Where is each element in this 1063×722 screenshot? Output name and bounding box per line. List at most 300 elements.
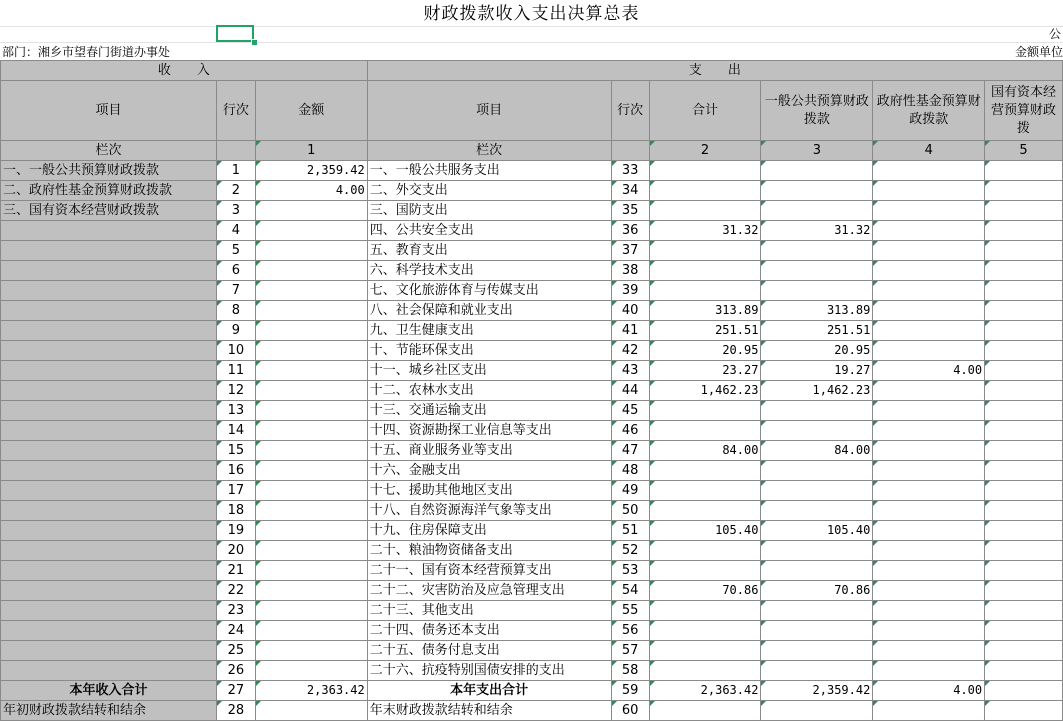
income-rowno-cell[interactable]: 27 [216, 681, 255, 701]
income-item-cell[interactable] [1, 441, 217, 461]
gov-fund-cell[interactable] [873, 321, 985, 341]
income-rowno-cell[interactable]: 22 [216, 581, 255, 601]
expense-item-cell[interactable]: 十一、城乡社区支出 [367, 361, 611, 381]
income-rowno-cell[interactable]: 16 [216, 461, 255, 481]
income-item-cell[interactable] [1, 241, 217, 261]
expense-item-cell[interactable]: 五、教育支出 [367, 241, 611, 261]
final-accounts-table [0, 60, 1063, 721]
total-cell[interactable]: 313.89 [649, 301, 761, 321]
total-cell[interactable] [649, 621, 761, 641]
gov-fund-cell[interactable] [873, 281, 985, 301]
total-cell[interactable] [649, 161, 761, 181]
total-cell[interactable] [649, 601, 761, 621]
income-item-cell[interactable] [1, 381, 217, 401]
gov-fund-cell[interactable] [873, 441, 985, 461]
state-capital-header: 国有资本经营预算财政拨 [985, 81, 1063, 141]
expense-rowno-cell[interactable]: 51 [611, 521, 649, 541]
income-item-cell[interactable] [1, 641, 217, 661]
income-amount-cell[interactable] [255, 361, 367, 381]
expense-rowno-cell[interactable]: 57 [611, 641, 649, 661]
income-item-cell[interactable] [1, 541, 217, 561]
income-amount-header: 金额 [255, 81, 367, 141]
general-budget-cell[interactable]: 2,359.42 [761, 681, 873, 701]
total-cell[interactable]: 105.40 [649, 521, 761, 541]
col-number-4: 4 [873, 141, 985, 161]
income-item-cell[interactable] [1, 401, 217, 421]
state-capital-cell[interactable] [985, 521, 1063, 541]
state-capital-cell[interactable] [985, 541, 1063, 561]
state-capital-cell[interactable] [985, 341, 1063, 361]
expense-item-cell[interactable]: 十五、商业服务业等支出 [367, 441, 611, 461]
expense-item-cell[interactable]: 七、文化旅游体育与传媒支出 [367, 281, 611, 301]
gov-fund-cell[interactable]: 4.00 [873, 361, 985, 381]
table-row [1, 661, 1063, 681]
table-row [1, 161, 1063, 181]
income-amount-cell[interactable]: 2,359.42 [255, 161, 367, 181]
income-amount-cell[interactable] [255, 541, 367, 561]
expense-item-cell[interactable]: 四、公共安全支出 [367, 221, 611, 241]
income-item-cell[interactable] [1, 261, 217, 281]
table-row [1, 541, 1063, 561]
table-row [1, 461, 1063, 481]
expense-item-cell[interactable]: 二十二、灾害防治及应急管理支出 [367, 581, 611, 601]
state-capital-cell[interactable] [985, 641, 1063, 661]
income-item-cell[interactable] [1, 661, 217, 681]
table-row [1, 481, 1063, 501]
income-rowno-cell[interactable]: 2 [216, 181, 255, 201]
income-item-cell[interactable] [1, 301, 217, 321]
income-rowno-cell[interactable]: 17 [216, 481, 255, 501]
income-rowno-cell[interactable]: 13 [216, 401, 255, 421]
table-row [1, 561, 1063, 581]
income-amount-cell[interactable] [255, 661, 367, 681]
general-budget-cell[interactable] [761, 541, 873, 561]
gov-fund-cell[interactable] [873, 661, 985, 681]
expense-item-cell[interactable]: 十七、援助其他地区支出 [367, 481, 611, 501]
state-capital-cell[interactable] [985, 561, 1063, 581]
gov-fund-cell[interactable] [873, 301, 985, 321]
general-budget-cell[interactable] [761, 261, 873, 281]
income-amount-cell[interactable] [255, 241, 367, 261]
table-row [1, 421, 1063, 441]
gov-fund-cell[interactable] [873, 261, 985, 281]
gov-fund-cell[interactable] [873, 381, 985, 401]
total-cell[interactable] [649, 701, 761, 721]
total-cell[interactable] [649, 461, 761, 481]
income-amount-cell[interactable] [255, 521, 367, 541]
expense-item-cell[interactable]: 十八、自然资源海洋气象等支出 [367, 501, 611, 521]
state-capital-cell[interactable] [985, 701, 1063, 721]
total-cell[interactable]: 31.32 [649, 221, 761, 241]
total-cell[interactable] [649, 501, 761, 521]
income-rowno-cell[interactable]: 8 [216, 301, 255, 321]
income-item-cell[interactable] [1, 281, 217, 301]
income-amount-cell[interactable] [255, 441, 367, 461]
state-capital-cell[interactable] [985, 161, 1063, 181]
state-capital-cell[interactable] [985, 401, 1063, 421]
income-rowno-cell[interactable]: 12 [216, 381, 255, 401]
expense-item-cell[interactable]: 一、一般公共服务支出 [367, 161, 611, 181]
income-item-cell[interactable] [1, 221, 217, 241]
income-rowno-cell[interactable]: 14 [216, 421, 255, 441]
table-row [1, 361, 1063, 381]
gov-fund-cell[interactable] [873, 621, 985, 641]
general-budget-header: 一般公共预算财政拨款 [761, 81, 873, 141]
total-cell[interactable] [649, 281, 761, 301]
income-amount-cell[interactable] [255, 221, 367, 241]
col-label-expense: 栏次 [367, 141, 611, 161]
table-row [1, 341, 1063, 361]
expense-rowno-cell[interactable]: 47 [611, 441, 649, 461]
expense-rowno-cell[interactable]: 59 [611, 681, 649, 701]
general-budget-cell[interactable] [761, 461, 873, 481]
income-amount-cell[interactable] [255, 461, 367, 481]
general-budget-cell[interactable] [761, 281, 873, 301]
income-rowno-header: 行次 [216, 81, 255, 141]
gov-fund-cell[interactable] [873, 561, 985, 581]
income-item-cell[interactable] [1, 321, 217, 341]
expense-item-cell[interactable]: 十二、农林水支出 [367, 381, 611, 401]
col-label-income: 栏次 [1, 141, 217, 161]
expense-item-cell[interactable]: 十、节能环保支出 [367, 341, 611, 361]
table-row [1, 401, 1063, 421]
state-capital-cell[interactable] [985, 181, 1063, 201]
income-rowno-cell[interactable]: 7 [216, 281, 255, 301]
income-item-cell[interactable] [1, 561, 217, 581]
income-item-cell[interactable]: 三、国有资本经营财政拨款 [1, 201, 217, 221]
expense-rowno-cell[interactable]: 60 [611, 701, 649, 721]
income-item-cell[interactable] [1, 621, 217, 641]
gov-fund-cell[interactable] [873, 341, 985, 361]
income-rowno-cell[interactable]: 3 [216, 201, 255, 221]
table-row [1, 601, 1063, 621]
table-row [1, 581, 1063, 601]
expense-section-header: 支 出 [367, 61, 1062, 81]
income-amount-cell[interactable] [255, 301, 367, 321]
total-header: 合计 [649, 81, 761, 141]
general-budget-cell[interactable] [761, 641, 873, 661]
state-capital-cell[interactable] [985, 301, 1063, 321]
general-budget-cell[interactable] [761, 501, 873, 521]
expense-rowno-cell[interactable]: 43 [611, 361, 649, 381]
expense-item-cell[interactable]: 二十一、国有资本经营预算支出 [367, 561, 611, 581]
income-rowno-cell[interactable]: 4 [216, 221, 255, 241]
total-cell[interactable] [649, 641, 761, 661]
total-cell[interactable] [649, 421, 761, 441]
expense-item-cell[interactable]: 二十、粮油物资储备支出 [367, 541, 611, 561]
income-item-cell[interactable] [1, 481, 217, 501]
general-budget-cell[interactable]: 31.32 [761, 221, 873, 241]
expense-item-cell[interactable]: 三、国防支出 [367, 201, 611, 221]
state-capital-cell[interactable] [985, 201, 1063, 221]
gov-fund-cell[interactable] [873, 641, 985, 661]
income-rowno-cell[interactable]: 23 [216, 601, 255, 621]
gov-fund-cell[interactable] [873, 181, 985, 201]
expense-rowno-cell[interactable]: 58 [611, 661, 649, 681]
total-cell[interactable] [649, 661, 761, 681]
fill-handle[interactable] [251, 39, 258, 46]
income-item-cell[interactable]: 二、政府性基金预算财政拨款 [1, 181, 217, 201]
general-budget-cell[interactable] [761, 701, 873, 721]
expense-rowno-cell[interactable]: 50 [611, 501, 649, 521]
total-cell[interactable]: 70.86 [649, 581, 761, 601]
general-budget-cell[interactable] [761, 161, 873, 181]
expense-rowno-cell[interactable]: 40 [611, 301, 649, 321]
general-budget-cell[interactable] [761, 601, 873, 621]
general-budget-cell[interactable] [761, 561, 873, 581]
gov-fund-header: 政府性基金预算财政拨款 [873, 81, 985, 141]
income-amount-cell[interactable] [255, 321, 367, 341]
expense-rowno-cell[interactable]: 39 [611, 281, 649, 301]
gov-fund-cell[interactable] [873, 401, 985, 421]
gov-fund-cell[interactable] [873, 421, 985, 441]
income-rowno-cell[interactable]: 21 [216, 561, 255, 581]
state-capital-cell[interactable] [985, 501, 1063, 521]
state-capital-cell[interactable] [985, 461, 1063, 481]
table-row [1, 281, 1063, 301]
income-item-cell[interactable]: 年初财政拨款结转和结余 [1, 701, 217, 721]
general-budget-cell[interactable]: 84.00 [761, 441, 873, 461]
income-amount-cell[interactable] [255, 581, 367, 601]
unit-label: 金额单位 [1014, 45, 1063, 59]
table-row [1, 321, 1063, 341]
income-amount-cell[interactable] [255, 421, 367, 441]
state-capital-cell[interactable] [985, 321, 1063, 341]
expense-rowno-cell[interactable]: 48 [611, 461, 649, 481]
income-item-cell[interactable]: 一、一般公共预算财政拨款 [1, 161, 217, 181]
expense-rowno-cell[interactable]: 46 [611, 421, 649, 441]
gov-fund-cell[interactable] [873, 601, 985, 621]
state-capital-cell[interactable] [985, 221, 1063, 241]
income-rowno-cell[interactable]: 5 [216, 241, 255, 261]
state-capital-cell[interactable] [985, 621, 1063, 641]
department-label: 部门：湘乡市望春门街道办事处 [2, 45, 171, 59]
expense-rowno-cell[interactable]: 41 [611, 321, 649, 341]
table-row [1, 201, 1063, 221]
total-cell[interactable] [649, 561, 761, 581]
table-row [1, 501, 1063, 521]
state-capital-cell[interactable] [985, 601, 1063, 621]
col-blank [611, 141, 649, 161]
expense-item-cell[interactable]: 二十五、债务付息支出 [367, 641, 611, 661]
gov-fund-cell[interactable] [873, 501, 985, 521]
income-item-cell[interactable] [1, 361, 217, 381]
gov-fund-cell[interactable] [873, 541, 985, 561]
gov-fund-cell[interactable]: 4.00 [873, 681, 985, 701]
income-amount-cell[interactable]: 4.00 [255, 181, 367, 201]
income-amount-cell[interactable] [255, 201, 367, 221]
general-budget-cell[interactable]: 251.51 [761, 321, 873, 341]
expense-item-cell[interactable]: 六、科学技术支出 [367, 261, 611, 281]
income-item-cell[interactable] [1, 581, 217, 601]
gov-fund-cell[interactable] [873, 201, 985, 221]
income-rowno-cell[interactable]: 18 [216, 501, 255, 521]
general-budget-cell[interactable] [761, 241, 873, 261]
expense-item-cell[interactable]: 二十四、债务还本支出 [367, 621, 611, 641]
general-budget-cell[interactable]: 70.86 [761, 581, 873, 601]
income-amount-cell[interactable] [255, 341, 367, 361]
table-row [1, 301, 1063, 321]
expense-rowno-cell[interactable]: 45 [611, 401, 649, 421]
expense-rowno-cell[interactable]: 37 [611, 241, 649, 261]
state-capital-cell[interactable] [985, 481, 1063, 501]
col-blank [216, 141, 255, 161]
table-row [1, 381, 1063, 401]
table-row [1, 521, 1063, 541]
income-amount-cell[interactable] [255, 381, 367, 401]
income-rowno-cell[interactable]: 20 [216, 541, 255, 561]
expense-rowno-cell[interactable]: 34 [611, 181, 649, 201]
general-budget-cell[interactable]: 313.89 [761, 301, 873, 321]
expense-rowno-cell[interactable]: 36 [611, 221, 649, 241]
gov-fund-cell[interactable] [873, 701, 985, 721]
state-capital-cell[interactable] [985, 241, 1063, 261]
expense-rowno-cell[interactable]: 42 [611, 341, 649, 361]
table-row [1, 181, 1063, 201]
general-budget-cell[interactable]: 1,462.23 [761, 381, 873, 401]
total-cell[interactable]: 251.51 [649, 321, 761, 341]
income-rowno-cell[interactable]: 26 [216, 661, 255, 681]
total-cell[interactable]: 84.00 [649, 441, 761, 461]
expense-item-cell[interactable]: 十四、资源勘探工业信息等支出 [367, 421, 611, 441]
expense-rowno-cell[interactable]: 52 [611, 541, 649, 561]
expense-item-cell[interactable]: 九、卫生健康支出 [367, 321, 611, 341]
total-cell[interactable] [649, 261, 761, 281]
income-rowno-cell[interactable]: 11 [216, 361, 255, 381]
general-budget-cell[interactable] [761, 661, 873, 681]
expense-rowno-cell[interactable]: 33 [611, 161, 649, 181]
income-rowno-cell[interactable]: 24 [216, 621, 255, 641]
total-cell[interactable] [649, 201, 761, 221]
expense-item-cell[interactable]: 年末财政拨款结转和结余 [367, 701, 611, 721]
gov-fund-cell[interactable] [873, 481, 985, 501]
selected-cell[interactable] [216, 25, 254, 42]
general-budget-cell[interactable] [761, 181, 873, 201]
income-item-header: 项目 [1, 81, 217, 141]
income-amount-cell[interactable] [255, 641, 367, 661]
income-amount-cell[interactable] [255, 481, 367, 501]
expense-item-cell[interactable]: 十六、金融支出 [367, 461, 611, 481]
general-budget-cell[interactable] [761, 621, 873, 641]
total-cell[interactable] [649, 181, 761, 201]
gov-fund-cell[interactable] [873, 221, 985, 241]
expense-rowno-cell[interactable]: 44 [611, 381, 649, 401]
state-capital-cell[interactable] [985, 421, 1063, 441]
expense-rowno-cell[interactable]: 35 [611, 201, 649, 221]
income-item-cell[interactable] [1, 461, 217, 481]
income-rowno-cell[interactable]: 28 [216, 701, 255, 721]
state-capital-cell[interactable] [985, 661, 1063, 681]
general-budget-cell[interactable] [761, 401, 873, 421]
table-row [1, 701, 1063, 721]
income-item-cell[interactable] [1, 501, 217, 521]
table-row [1, 441, 1063, 461]
income-rowno-cell[interactable]: 15 [216, 441, 255, 461]
gov-fund-cell[interactable] [873, 461, 985, 481]
expense-rowno-cell[interactable]: 53 [611, 561, 649, 581]
income-amount-cell[interactable] [255, 401, 367, 421]
col-number-5: 5 [985, 141, 1063, 161]
total-cell[interactable]: 1,462.23 [649, 381, 761, 401]
expense-item-cell[interactable]: 本年支出合计 [367, 681, 611, 701]
expense-rowno-cell[interactable]: 56 [611, 621, 649, 641]
expense-item-cell[interactable]: 二十六、抗疫特别国债安排的支出 [367, 661, 611, 681]
state-capital-cell[interactable] [985, 441, 1063, 461]
gov-fund-cell[interactable] [873, 161, 985, 181]
income-rowno-cell[interactable]: 1 [216, 161, 255, 181]
income-amount-cell[interactable] [255, 601, 367, 621]
expense-item-cell[interactable]: 十三、交通运输支出 [367, 401, 611, 421]
general-budget-cell[interactable]: 19.27 [761, 361, 873, 381]
income-item-cell[interactable]: 本年收入合计 [1, 681, 217, 701]
table-row [1, 261, 1063, 281]
income-amount-cell[interactable]: 2,363.42 [255, 681, 367, 701]
expense-rowno-header: 行次 [611, 81, 649, 141]
expense-rowno-cell[interactable]: 38 [611, 261, 649, 281]
gov-fund-cell[interactable] [873, 521, 985, 541]
general-budget-cell[interactable] [761, 201, 873, 221]
expense-item-cell[interactable]: 八、社会保障和就业支出 [367, 301, 611, 321]
total-cell[interactable] [649, 241, 761, 261]
state-capital-cell[interactable] [985, 261, 1063, 281]
col-number-1: 1 [255, 141, 367, 161]
expense-item-cell[interactable]: 二十三、其他支出 [367, 601, 611, 621]
gov-fund-cell[interactable] [873, 581, 985, 601]
total-cell[interactable]: 23.27 [649, 361, 761, 381]
expense-rowno-cell[interactable]: 55 [611, 601, 649, 621]
income-item-cell[interactable] [1, 421, 217, 441]
table-row [1, 221, 1063, 241]
total-cell[interactable]: 20.95 [649, 341, 761, 361]
general-budget-cell[interactable] [761, 481, 873, 501]
gov-fund-cell[interactable] [873, 241, 985, 261]
state-capital-cell[interactable] [985, 681, 1063, 701]
total-cell[interactable] [649, 401, 761, 421]
state-capital-cell[interactable] [985, 361, 1063, 381]
income-rowno-cell[interactable]: 19 [216, 521, 255, 541]
state-capital-cell[interactable] [985, 281, 1063, 301]
general-budget-cell[interactable] [761, 421, 873, 441]
income-rowno-cell[interactable]: 9 [216, 321, 255, 341]
right-mark: 公 [1048, 27, 1061, 41]
state-capital-cell[interactable] [985, 581, 1063, 601]
income-amount-cell[interactable] [255, 281, 367, 301]
income-item-cell[interactable] [1, 601, 217, 621]
total-cell[interactable] [649, 481, 761, 501]
income-amount-cell[interactable] [255, 701, 367, 721]
income-amount-cell[interactable] [255, 561, 367, 581]
expense-item-cell[interactable]: 二、外交支出 [367, 181, 611, 201]
income-rowno-cell[interactable]: 10 [216, 341, 255, 361]
general-budget-cell[interactable]: 105.40 [761, 521, 873, 541]
income-section-header: 收 入 [1, 61, 368, 81]
expense-item-cell[interactable]: 十九、住房保障支出 [367, 521, 611, 541]
col-number-2: 2 [649, 141, 761, 161]
total-cell[interactable] [649, 541, 761, 561]
income-rowno-cell[interactable]: 6 [216, 261, 255, 281]
expense-rowno-cell[interactable]: 54 [611, 581, 649, 601]
income-item-cell[interactable] [1, 521, 217, 541]
income-amount-cell[interactable] [255, 501, 367, 521]
income-amount-cell[interactable] [255, 621, 367, 641]
total-cell[interactable]: 2,363.42 [649, 681, 761, 701]
state-capital-cell[interactable] [985, 381, 1063, 401]
income-rowno-cell[interactable]: 25 [216, 641, 255, 661]
income-item-cell[interactable] [1, 341, 217, 361]
expense-rowno-cell[interactable]: 49 [611, 481, 649, 501]
general-budget-cell[interactable]: 20.95 [761, 341, 873, 361]
income-amount-cell[interactable] [255, 261, 367, 281]
